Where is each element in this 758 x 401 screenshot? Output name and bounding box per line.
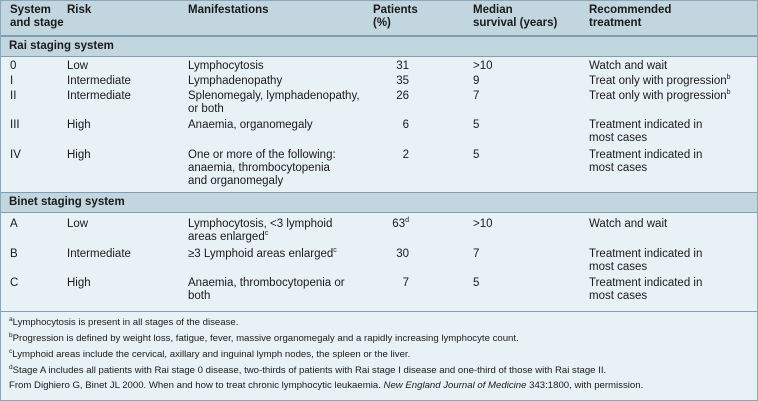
section-title: Binet staging system <box>9 196 125 208</box>
median-survival-cell: 5 <box>473 277 480 289</box>
patients-cell: 6 <box>402 119 409 131</box>
risk-cell: Low <box>67 218 89 230</box>
stage-cell: I <box>10 75 14 87</box>
treatment-cell: Watch and wait <box>589 218 668 230</box>
header-stage: System and stage <box>10 4 64 29</box>
patients-cell: 2 <box>402 149 409 161</box>
header-risk: Risk <box>67 4 92 16</box>
footnote-mark: c <box>333 247 337 255</box>
source-citation: From Dighiero G, Binet JL 2000. When and how to treat chronic lymphocytic leukaemia. New England Journal of Medicine 343:1800, with permission. <box>9 380 644 391</box>
risk-cell: Intermediate <box>67 75 131 87</box>
manifestations-cell: One or more of the following: anaemia, thrombocytopenia and organomegaly <box>188 149 336 187</box>
stage-cell: III <box>10 119 20 131</box>
stage-cell: A <box>10 218 18 230</box>
risk-cell: High <box>67 149 91 161</box>
patients-cell: 35 <box>396 75 409 87</box>
manifestations-cell: ≥3 Lymphoid areas enlarged$^c$ <box>188 247 337 260</box>
stage-cell: C <box>10 277 19 289</box>
stage-cell: IV <box>10 149 21 161</box>
risk-cell: Low <box>67 60 89 72</box>
risk-cell: High <box>67 277 91 289</box>
header-treatment: Recommended treatment <box>589 4 672 29</box>
patients-cell: 63$^d$ <box>392 217 409 230</box>
footnote: $^d$Stage A includes all patients with Rai stage 0 disease, two-thirds of patients with Rai stage I disease and one-third of those with Rai stage II. <box>9 363 607 376</box>
median-survival-cell: 5 <box>473 119 480 131</box>
median-survival-cell: >10 <box>473 60 493 72</box>
treatment-cell: Treat only with progression$^b$ <box>589 74 731 87</box>
treatment-cell: Treatment indicated in most cases <box>589 248 703 273</box>
treatment-cell: Treatment indicated in most cases <box>589 149 703 174</box>
footnotes <box>1 311 757 401</box>
risk-cell: Intermediate <box>67 248 131 260</box>
header-median-survival: Median survival (years) <box>473 4 558 29</box>
manifestations-cell: Lymphadenopathy <box>188 75 283 87</box>
manifestations-cell: Splenomegaly, lymphadenopathy, or both <box>188 90 360 115</box>
median-survival-cell: 5 <box>473 149 480 161</box>
manifestations-cell: Lymphocytosis, <3 lymphoid areas enlarged$^c$ <box>188 218 333 243</box>
patients-cell: 31 <box>396 60 409 72</box>
section-rai <box>1 36 757 57</box>
manifestations-cell: Lymphocytosis <box>188 60 264 72</box>
footnote-mark: b <box>726 89 731 97</box>
header-patients: Patients (%) <box>373 4 418 29</box>
risk-cell: High <box>67 119 91 131</box>
footnote: $^a$Lymphocytosis is present in all stages of the disease. <box>9 315 239 328</box>
risk-cell: Intermediate <box>67 90 131 102</box>
treatment-cell: Treatment indicated in most cases <box>589 277 703 302</box>
footnote: $^c$Lymphoid areas include the cervical, axillary and inguinal lymph nodes, the spleen or the liver. <box>9 347 411 360</box>
median-survival-cell: 7 <box>473 90 480 102</box>
manifestations-cell: Anaemia, organomegaly <box>188 119 313 131</box>
patients-cell: 26 <box>396 90 409 102</box>
stage-cell: B <box>10 248 18 260</box>
stage-cell: II <box>10 90 17 102</box>
section-binet <box>1 192 757 213</box>
footnote-mark: d <box>405 217 409 225</box>
treatment-cell: Treat only with progression$^b$ <box>589 89 731 102</box>
median-survival-cell: >10 <box>473 218 493 230</box>
footnote: $^b$Progression is defined by weight loss, fatigue, fever, massive organomegaly and a rapidly increasing lymphocyte count. <box>9 331 519 344</box>
treatment-cell: Treatment indicated in most cases <box>589 119 703 144</box>
patients-cell: 30 <box>396 248 409 260</box>
header-manifestations: Manifestations <box>188 4 269 16</box>
table-header <box>1 1 757 36</box>
section-title: Rai staging system <box>9 40 114 52</box>
median-survival-cell: 7 <box>473 248 480 260</box>
treatment-cell: Watch and wait <box>589 60 668 72</box>
footnote-mark: c <box>264 229 269 237</box>
stage-cell: 0 <box>10 60 17 72</box>
footnote-mark: b <box>726 74 731 82</box>
manifestations-cell: Anaemia, thrombocytopenia or both <box>188 277 345 302</box>
median-survival-cell: 9 <box>473 75 480 87</box>
patients-cell: 7 <box>402 277 409 289</box>
